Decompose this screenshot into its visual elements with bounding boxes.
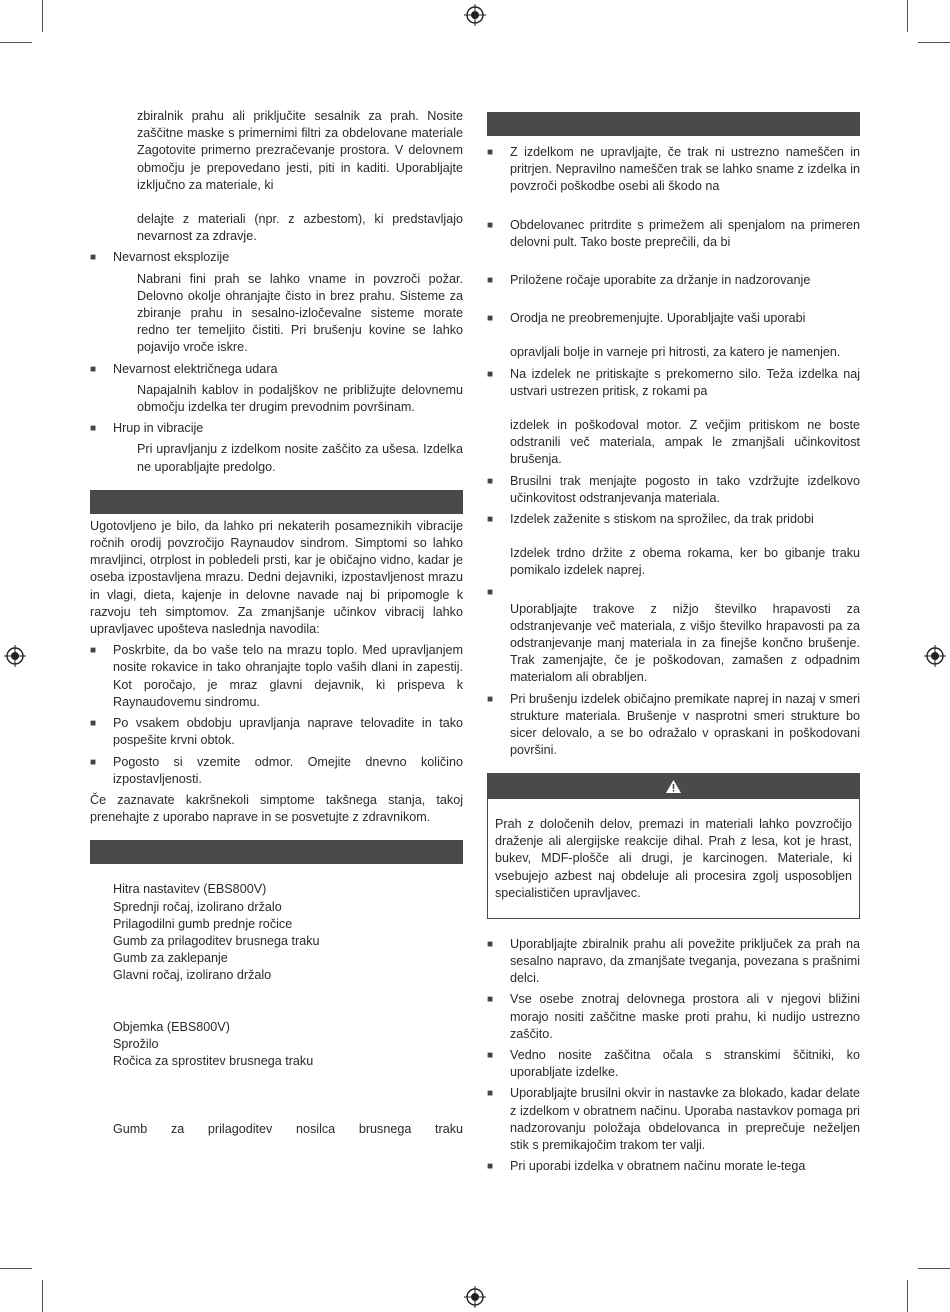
bullet-icon: ■ bbox=[487, 994, 494, 1006]
hazard-electric bbox=[90, 361, 463, 378]
list-item: ■ Pri uporabi izdelka v obratnem načinu morate le-tega bbox=[487, 1158, 860, 1175]
list-item-cont: izdelek in poškodoval motor. Z večjim pritiskom ne boste odstranili več materiala, ampak le zmanjšali učinkovitost brušenja. bbox=[510, 418, 860, 467]
bullet-icon: ■ bbox=[90, 252, 97, 264]
bullet-icon: ■ bbox=[90, 423, 97, 435]
registration-mark-icon bbox=[464, 1286, 486, 1308]
list-item: ■ Po vsakem obdobju upravljanja naprave telovadite in tako pospešite krvni obtok. bbox=[90, 716, 463, 748]
list-item-cont: opravljali bolje in varneje pri hitrosti, za katero je namenjen. bbox=[510, 345, 841, 360]
crop-mark bbox=[918, 1268, 950, 1269]
part-label: Ročica za sprostitev brusnega traku bbox=[113, 1053, 314, 1068]
part-label: Prilagodilni gumb prednje ročice bbox=[113, 916, 293, 931]
bullet-icon: ■ bbox=[90, 645, 97, 657]
registration-mark-icon bbox=[464, 4, 486, 26]
list-item: ■ Brusilni trak menjajte pogosto in tako vzdržujte izdelkovo učinkovitost odstranjevanja materiala. bbox=[487, 473, 860, 505]
registration-mark-icon bbox=[924, 645, 946, 667]
hazard-title: Nevarnost eksplozije bbox=[113, 250, 230, 265]
list-item: ■ Vedno nosite zaščitna očala s stranskimi ščitniki, ko uporabljate izdelke. bbox=[487, 1047, 860, 1080]
part-label: Sprednji ročaj, izolirano držalo bbox=[113, 899, 282, 914]
list-item: ■ Na izdelek ne pritiskajte s prekomerno silo. Teža izdelka naj ustvari ustrezen pritisk, z rokami pa bbox=[487, 366, 860, 398]
hazard-text: Nabrani fini prah se lahko vname in povzroči požar. Delovno okolje ohranjajte čisto in brez prahu. Sisteme za zbiranje prahu in sesalno-izločevalne sisteme morate redno ter temeljito čistiti. Pri brušenju kovine se lahko pojavijo vroče iskre. bbox=[137, 271, 463, 355]
hazard-title: Nevarnost električnega udara bbox=[113, 361, 278, 376]
warning-header bbox=[488, 774, 859, 799]
crop-mark bbox=[42, 0, 43, 32]
hazard-explosion bbox=[90, 249, 463, 266]
hazard-text: Pri upravljanju z izdelkom nosite zaščito za ušesa. Izdelka ne uporabljajte predolgo. bbox=[137, 442, 463, 474]
bullet-icon: ■ bbox=[487, 1049, 494, 1061]
list-item: ■ Orodja ne preobremenjujte. Uporabljajte vaši uporabi bbox=[487, 310, 860, 327]
part-label: Hitra nastavitev (EBS800V) bbox=[113, 882, 267, 897]
left-column bbox=[90, 108, 463, 1138]
crop-mark bbox=[907, 0, 908, 32]
bullet-icon: ■ bbox=[487, 693, 494, 705]
warning-box bbox=[487, 773, 860, 918]
bullet-icon: ■ bbox=[487, 147, 494, 158]
bullet-icon: ■ bbox=[487, 368, 494, 380]
bullet-icon: ■ bbox=[487, 1088, 494, 1100]
section-header-bar bbox=[90, 490, 463, 514]
vibration-outro: Če zaznavate kakršnekoli simptome takšnega stanja, takoj prenehajte z uporabo naprave in se posvetujte z zdravnikom. bbox=[90, 792, 463, 825]
list-item-cont: Uporabljajte trakove z nižjo številko hrapavosti za odstranjevanje več materiala, z višjo številko hrapavosti pa za odstranjevanje manj materiala in za finejše končno brušenje. Trak zamenjajte, če je poškodovan, zamašen z odpadnim materialom ali obrabljen. bbox=[510, 601, 860, 685]
right-column bbox=[487, 108, 860, 1175]
hazard-title: Hrup in vibracije bbox=[113, 421, 204, 436]
section-header-bar bbox=[90, 840, 463, 864]
crop-mark bbox=[0, 42, 32, 43]
list-item: ■ Obdelovanec pritrdite s primežem ali spenjalom na primeren delovni pult. Tako boste preprečili, da bi bbox=[487, 217, 860, 249]
intro-paragraph-cont: delajte z materiali (npr. z azbestom), ki predstavljajo nevarnost za zdravje. bbox=[137, 212, 463, 244]
list-item-cont: Izdelek trdno držite z obema rokama, ker bo gibanje traku pomikalo izdelek naprej. bbox=[510, 546, 860, 578]
list-item: ■ Z izdelkom ne upravljajte, če trak ni ustrezno nameščen in pritrjen. Nepravilno nameščen trak se lahko sname z izdelka in povzroči poškodbe osebi ali škodo na bbox=[487, 145, 860, 194]
list-item: ■ Priložene ročaje uporabite za držanje in nadzorovanje bbox=[487, 272, 860, 289]
crop-mark bbox=[918, 42, 950, 43]
part-label: Gumb za zaklepanje bbox=[113, 951, 228, 966]
part-label: Objemka (EBS800V) bbox=[113, 1019, 230, 1034]
part-label: Sprožilo bbox=[113, 1036, 159, 1051]
intro-paragraph: zbiralnik prahu ali priključite sesalnik za prah. Nosite zaščitne maske s primernimi filtri za obdelovane materiale Zagotovite primerno prezračevanje prostora. V delovnem območju je prepovedano jesti, piti in kaditi. Uporabljajte izključno za materiale, ki bbox=[137, 109, 463, 192]
list-item: ■ Poskrbite, da bo vaše telo na mrazu toplo. Med upravljanjem nosite rokavice in tako ohranjajte toplo vaših dlani in zapestij. Kot poročajo, je mraz glavni dejavnik, ki prispeva k Raynaudovemu sindromu. bbox=[90, 643, 463, 709]
crop-mark bbox=[42, 1280, 43, 1312]
warning-text: Prah z določenih delov, premazi in materiali lahko povzročijo draženje ali alergijske reakcije dihal. Prah z lesa, kot je hrast, bukev, MDF-plošče ali drugi, je karcinogen. Materiale, ki vsebujejo azbest naj obdeluje ali procesira zgolj usposobljen specialističen upravljavec. bbox=[495, 817, 852, 900]
hazard-noise bbox=[90, 420, 463, 437]
hazard-text: Napajalnih kablov in podaljškov ne približujte delovnemu območju izdelka ter drugim prevodnim površinam. bbox=[137, 382, 463, 415]
bullet-icon: ■ bbox=[90, 363, 97, 375]
crop-mark bbox=[907, 1280, 908, 1312]
section-header-bar bbox=[487, 112, 860, 136]
crop-mark bbox=[0, 1268, 32, 1269]
bullet-icon: ■ bbox=[487, 275, 494, 287]
list-item: ■ Izdelek zaženite s stiskom na sprožilec, da trak pridobi bbox=[487, 511, 860, 528]
part-label: Gumb za prilagoditev brusnega traku bbox=[113, 933, 320, 948]
vibration-intro: Ugotovljeno je bilo, da lahko pri nekaterih posameznikih vibracije ročnih orodij povzročijo Raynaudov sindrom. Simptomi so lahko mravljinci, otrplost in pobledeli prsti, kar je običajno vidno, kadar je oseba izpostavljena mrazu. Dedni dejavniki, izpostavljenost mrazu in vlagi, dieta, kajenje in delovne navade naj bi pripomogle k razvoju teh simptomov. Za zmanjšanje učinkov vibracij lahko upravljavec upošteva naslednja navodila: bbox=[90, 518, 463, 637]
list-item: ■ Uporabljajte zbiralnik prahu ali povežite priključek za prah na sesalno napravo, da zmanjšate tveganja, povezana s prašnimi delci. bbox=[487, 936, 860, 986]
bullet-icon: ■ bbox=[90, 756, 97, 768]
bullet-icon: ■ bbox=[487, 475, 494, 487]
registration-mark-icon bbox=[4, 645, 26, 667]
bullet-icon: ■ bbox=[487, 219, 494, 231]
list-item: ■ Pogosto si vzemite odmor. Omejite dnevno količino izpostavljenosti. bbox=[90, 754, 463, 786]
part-label: Glavni ročaj, izolirano držalo bbox=[113, 968, 272, 983]
bullet-icon: ■ bbox=[90, 718, 97, 730]
bullet-icon: ■ bbox=[487, 313, 494, 325]
bullet-icon: ■ bbox=[487, 938, 494, 950]
list-item: ■ Pri brušenju izdelek običajno premikate naprej in nazaj v smeri strukture materiala. Brušenje v nasprotni smeri strukture bo sicer delovalo, a se bo odražalo v opraskani in poškodovani površini. bbox=[487, 691, 860, 758]
list-item: ■ Uporabljajte brusilni okvir in nastavke za blokado, kadar delate z izdelkom v obratnem načinu. Uporaba nastavkov pomaga pri nadzorovanju položaja obdelovanca in preprečuje neželjen stik s premikajočim trakom ter valji. bbox=[487, 1086, 860, 1152]
list-item: ■ Vse osebe znotraj delovnega prostora ali v njegovi bližini morajo nositi zaščitne maske proti prahu, ki nudijo ustrezno zaščito. bbox=[487, 992, 860, 1041]
warning-triangle-icon bbox=[665, 779, 682, 794]
bullet-icon: ■ bbox=[487, 1161, 494, 1173]
part-label: Gumb za prilagoditev nosilca brusnega traku bbox=[113, 1122, 463, 1137]
bullet-icon: ■ bbox=[487, 514, 494, 526]
bullet-icon: ■ bbox=[487, 586, 494, 598]
